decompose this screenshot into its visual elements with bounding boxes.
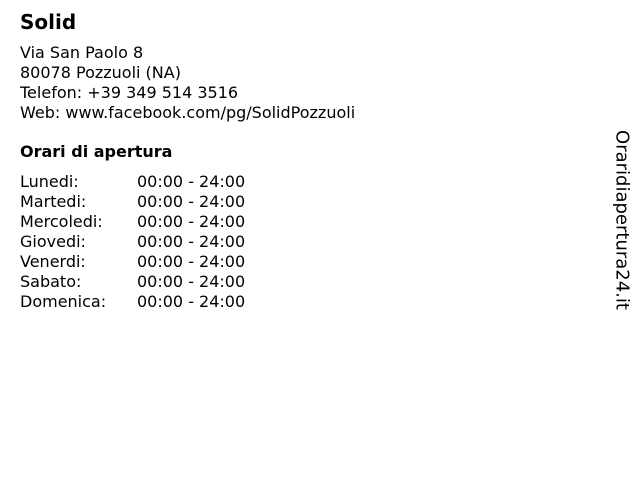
- time-range: 00:00 - 24:00: [137, 232, 246, 251]
- day-label: Martedi:: [20, 192, 87, 211]
- time-range: 00:00 - 24:00: [137, 192, 246, 211]
- day-label: Venerdi:: [20, 252, 86, 271]
- day-label: Domenica:: [20, 292, 107, 311]
- website-line: Web: www.facebook.com/pg/SolidPozzuoli: [20, 103, 356, 122]
- phone-line: Telefon: +39 349 514 3516: [20, 83, 239, 102]
- hours-row-sabato: [20, 272, 600, 292]
- time-range: 00:00 - 24:00: [137, 272, 246, 291]
- address-street: Via San Paolo 8: [20, 43, 144, 62]
- address-city: 80078 Pozzuoli (NA): [20, 63, 181, 82]
- day-label: Mercoledi:: [20, 212, 103, 231]
- day-label: Giovedi:: [20, 232, 86, 251]
- hours-row-lunedi: [20, 172, 600, 192]
- day-label: Lunedi:: [20, 172, 79, 191]
- hours-row-giovedi: [20, 232, 600, 252]
- hours-row-domenica: [20, 292, 600, 312]
- business-card: [20, 10, 600, 312]
- time-range: 00:00 - 24:00: [137, 292, 246, 311]
- hours-row-martedi: [20, 192, 600, 212]
- opening-hours-table: [20, 172, 600, 312]
- time-range: 00:00 - 24:00: [137, 212, 246, 231]
- hours-row-venerdi: [20, 252, 600, 272]
- day-label: Sabato:: [20, 272, 82, 291]
- hours-row-mercoledi: [20, 212, 600, 232]
- time-range: 00:00 - 24:00: [137, 252, 246, 271]
- time-range: 00:00 - 24:00: [137, 172, 246, 191]
- site-watermark: Oraridiapertura24.it: [611, 130, 633, 310]
- business-name: Solid: [20, 10, 77, 34]
- opening-hours-title: Orari di apertura: [20, 142, 173, 161]
